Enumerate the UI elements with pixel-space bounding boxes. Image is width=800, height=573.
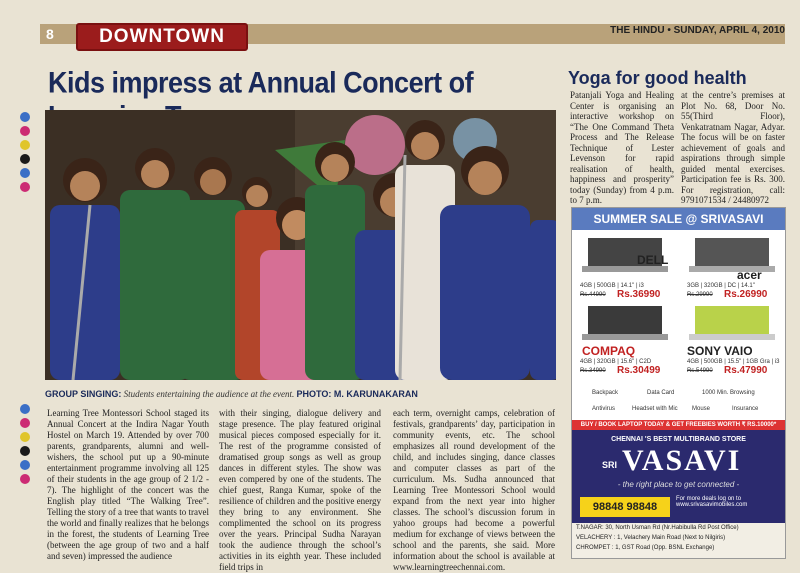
- color-registration-dots: [20, 404, 32, 488]
- laptop-price: Rs.26990: [724, 289, 768, 300]
- photo-credit: PHOTO: M. KARUNAKARAN: [296, 389, 418, 399]
- brand-dell: DELL: [637, 253, 669, 267]
- section-banner: DOWNTOWN: [76, 23, 248, 51]
- store-slogan: - the right place to get connected -: [617, 480, 740, 489]
- article-column-1: Learning Tree Montessori School staged its Annual Concert at the Indira Nagar Youth Hostel on March 19. Attended by over 700 parents, grandparents, alumni and well-wishers, the school put up a 90-minute entertainment programme involving all 125 of their students in the age group of 2 1/2 - 7). The highlight of the concert was the English play titled “The Walking Tree”. Telling the story of a tree that wants to travel the world and finally realizes that he belongs in the forest, the students of Learning Tree (between the age group of two and a half and seven) impressed the audience: [47, 408, 209, 561]
- address-chrompet: CHROMPET : 1, GST Road (Opp. BSNL Exchange): [576, 545, 715, 551]
- laptop-mrp: Rs.29990: [687, 292, 713, 298]
- store-block: [572, 430, 785, 558]
- store-web: For more deals log on to www.srivasavimobiles.com: [676, 496, 748, 508]
- srivasavi-advertisement: [571, 207, 786, 559]
- laptop-mrp: Rs.54990: [687, 368, 713, 374]
- laptop-image: [687, 304, 777, 344]
- laptop-image: [687, 236, 777, 276]
- yoga-column-1: Patanjali Yoga and Healing Center is organising an interactive workshop on “The One Command Theta Process and The Release Technique of Lester Levenson for rapid realisation of health, happiness and prosperity” today (Sunday) from 4 p.m. to 7 p.m.: [570, 90, 674, 205]
- concert-photo: [45, 110, 556, 380]
- caption-label: GROUP SINGING:: [45, 389, 122, 399]
- caption-text: Students entertaining the audience at the event.: [123, 389, 295, 399]
- laptop-price: Rs.36990: [617, 289, 661, 300]
- article-column-2: with their singing, dialogue delivery and stage presence. The play featured original musical pieces composed especially for it. The rest of the programme consisted of dramatised group songs as well as group dances in different styles. The show was even compered by one of the students. The chief guest, Ranga Kumar, spoke of the resilience of children and the positive energy they bring to any environment. She complimented the school on its progress over the years. Principal Sudha Narayan took the audience through the school’s activities in its eighth year. These included field trips in: [219, 408, 381, 572]
- laptop-spec: 4GB | 500GB | 14.1" | i3: [580, 283, 644, 289]
- laptop-mrp: Rs.34990: [580, 368, 606, 374]
- accessory-backpack: Backpack: [592, 390, 619, 396]
- laptop-image: [580, 304, 670, 344]
- brand-compaq: COMPAQ: [582, 344, 636, 358]
- paper-date: THE HINDU • SUNDAY, APRIL 4, 2010: [610, 25, 785, 36]
- brand-sony-vaio: SONY VAIO: [687, 344, 753, 358]
- ad-banner: SUMMER SALE @ SRIVASAVI: [572, 208, 785, 230]
- store-phone: 98848 98848: [580, 497, 670, 517]
- accessory-browsing: 1000 Min. Browsing: [702, 390, 755, 396]
- photo-caption: [45, 389, 556, 399]
- accessory-antivirus: Antivirus: [592, 406, 616, 412]
- address-tnagar: T.NAGAR: 30, North Usman Rd (Nr.Habibulla Rd Post Office): [576, 525, 739, 531]
- laptop-mrp: Rs.44990: [580, 292, 606, 298]
- page-number: 8: [46, 26, 54, 42]
- store-tagline: CHENNAI 'S BEST MULTIBRAND STORE: [611, 436, 746, 443]
- laptop-spec: 4GB | 320GB | 15.6" | C2D: [580, 359, 652, 365]
- laptop-spec: 3GB | 320GB | DC | 14.1": [687, 283, 755, 289]
- accessory-mouse: Mouse: [692, 406, 711, 412]
- laptop-price: Rs.30499: [617, 365, 661, 376]
- brand-acer: acer: [737, 268, 762, 282]
- store-name: VASAVI: [622, 444, 742, 477]
- article-headline: Kids impress at Annual Concert of: [48, 66, 474, 99]
- laptop-spec: 4GB | 500GB | 15.5" | 1GB Gra | i3: [687, 359, 780, 365]
- accessory-headset: Headset with Mic: [632, 406, 678, 412]
- accessory-data-card: Data Card: [647, 390, 675, 396]
- address-velachery: VELACHERY : 1, Velachery Main Road (Next to Nilgiris): [576, 535, 726, 541]
- accessory-insurance: Insurance: [732, 406, 759, 412]
- article-column-3: each term, overnight camps, celebration of festivals, grandparents’ day, participation in community events, etc. The school emphasizes all round development of the child, and includes singing, dance classes and computer classes as part of the curriculum. Ms. Sudha announced that Learning Tree Montessori School would expand from the next year into higher classes. The school’s discussion forum in yahoo groups had become a powerful medium for exchange of views between the school and the parents, she said. More information about the school is available at www.learningtreechennai.com.: [393, 408, 555, 572]
- laptop-price: Rs.47990: [724, 365, 768, 376]
- color-registration-dots: [20, 112, 32, 196]
- yoga-column-2: at the centre’s premises at Plot No. 68, Door No. 55(Third Floor), Venkatratnam Nagar, Adyar. The focus will be on faster achievement of goals and aspirations through simple guided mental exercises. Participation fee is Rs. 300. For registration, call: 9791071534 / 24480972: [681, 90, 785, 205]
- yoga-headline: Yoga for good health: [568, 68, 747, 88]
- offer-strip: BUY / BOOK LAPTOP TODAY & GET FREEBIES WORTH ₹ RS.10000*: [572, 420, 785, 430]
- store-prefix: SRI: [602, 460, 618, 470]
